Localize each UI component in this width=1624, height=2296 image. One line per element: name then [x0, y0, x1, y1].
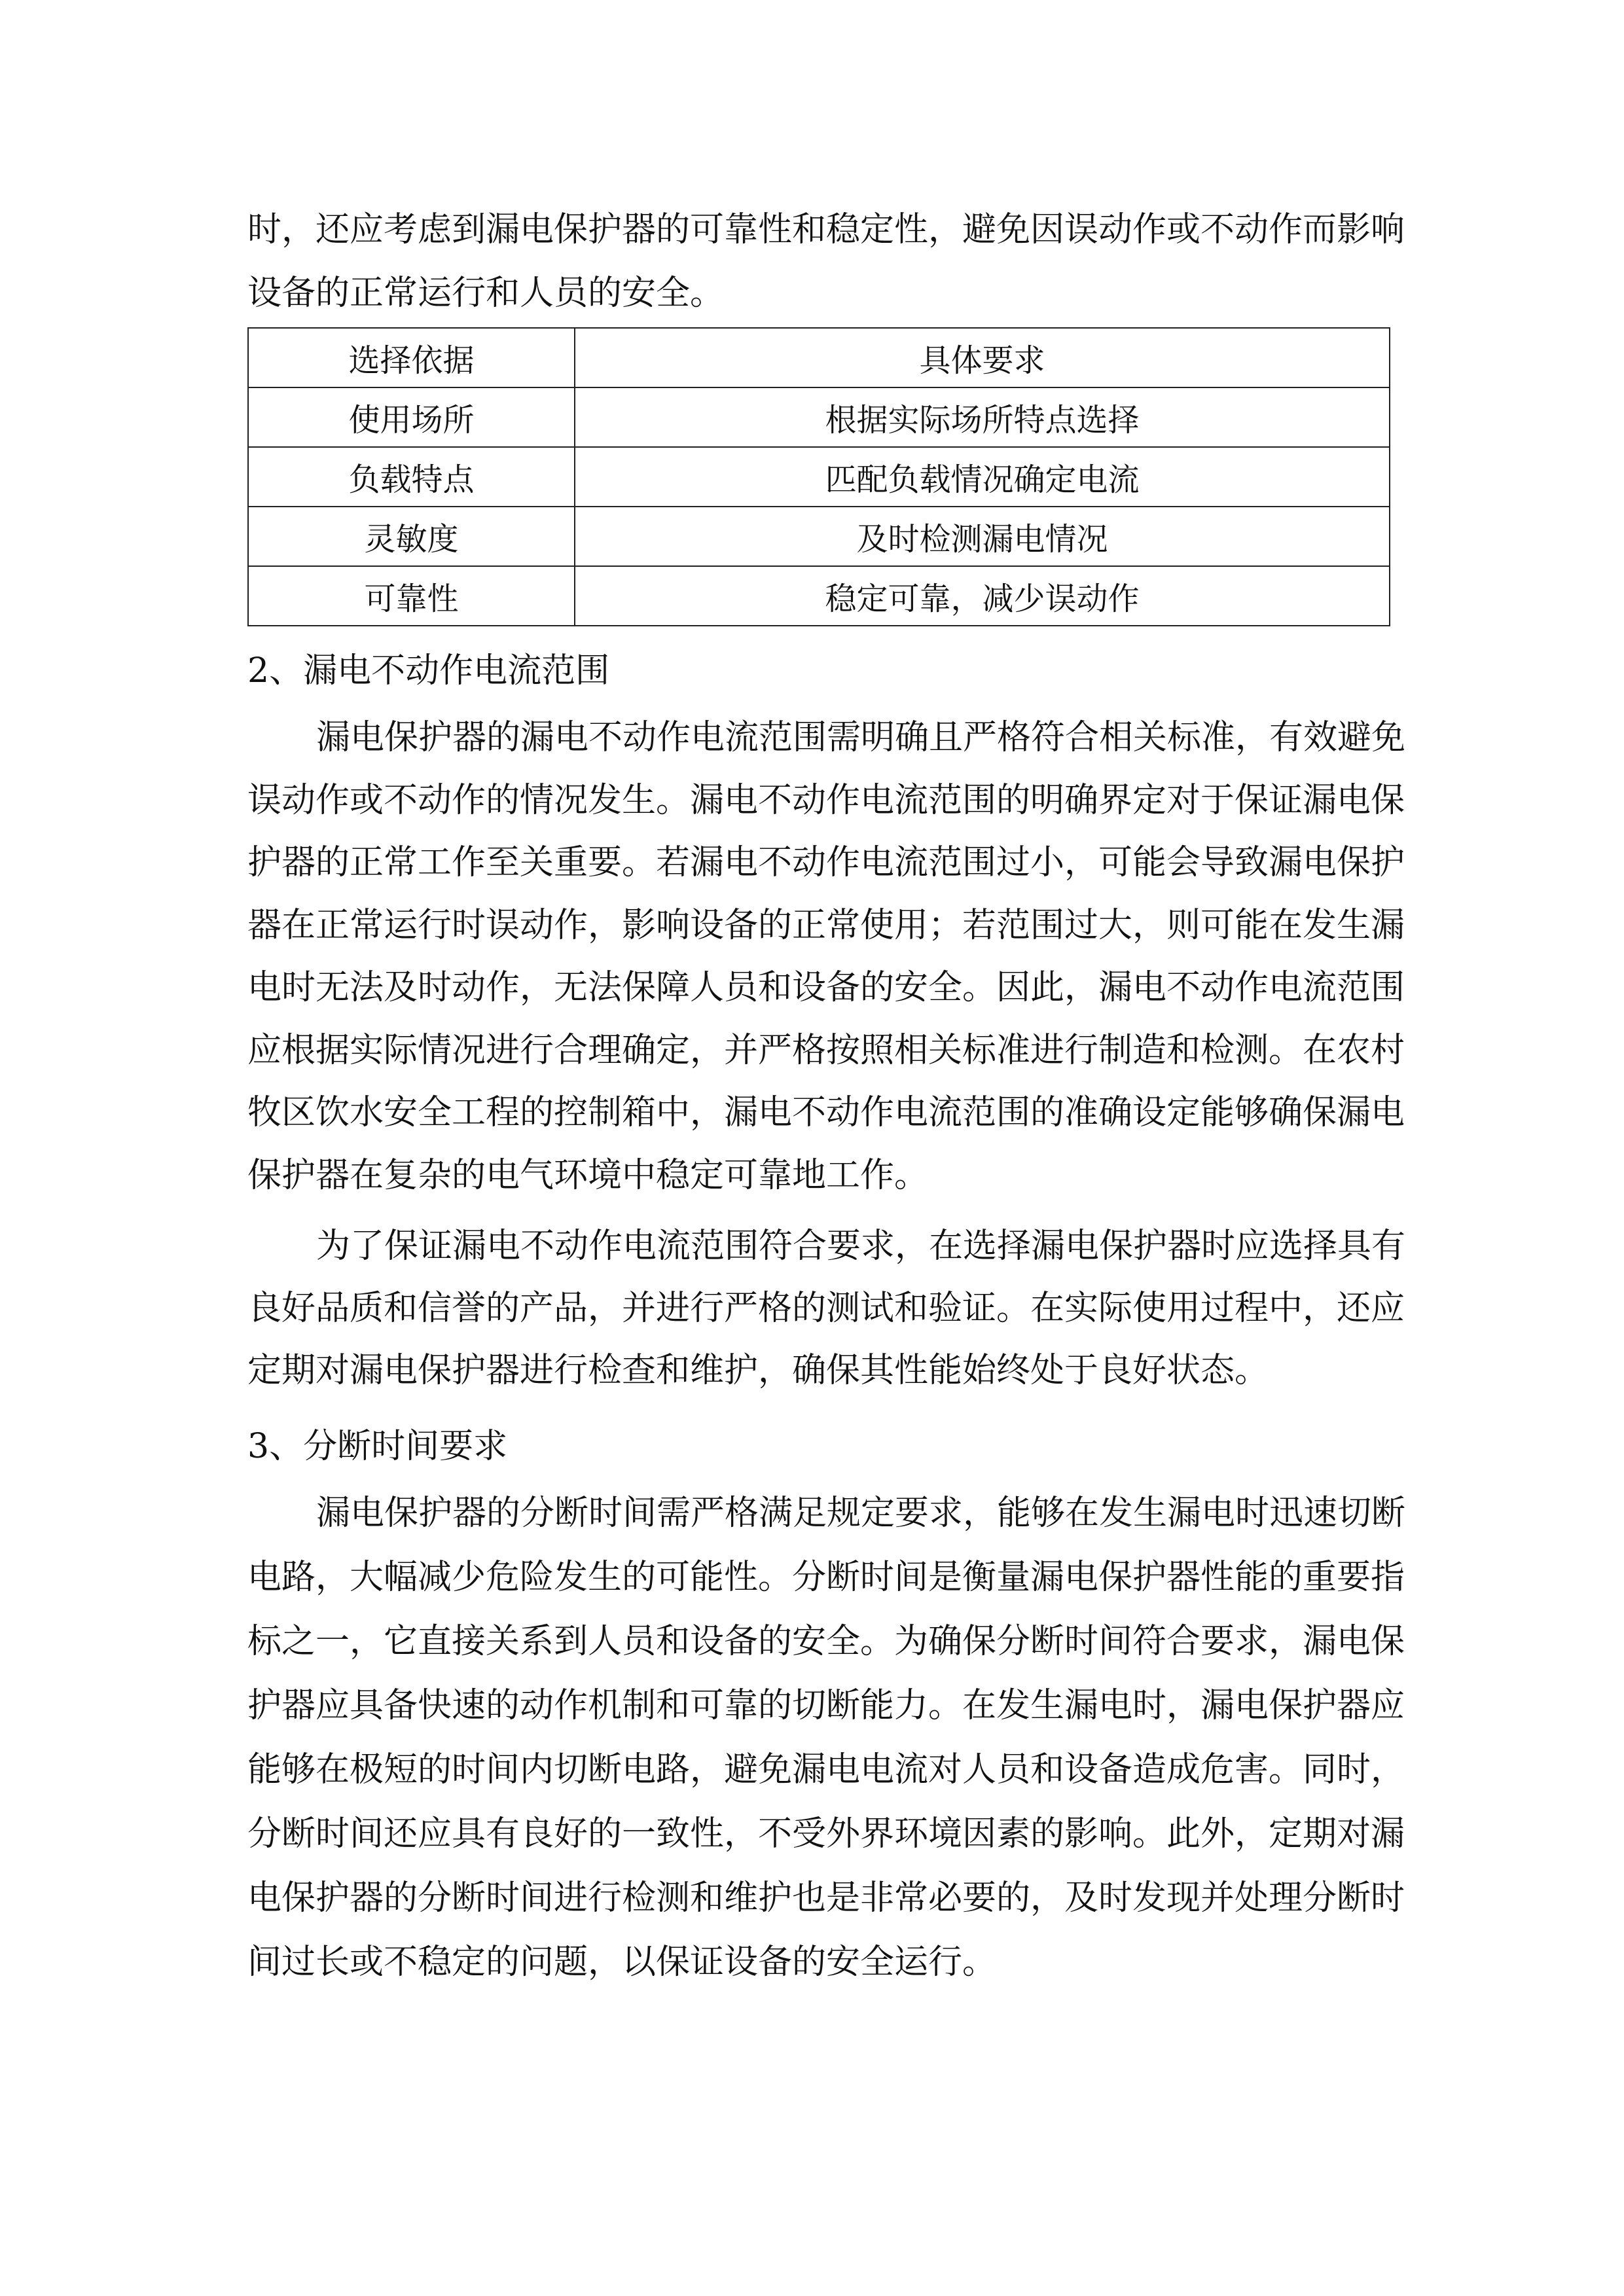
text-line: 护器的正常工作至关重要。若漏电不动作电流范围过小，可能会导致漏电保护: [247, 843, 1405, 882]
table-cell: 及时检测漏电情况: [575, 507, 1390, 566]
intro-paragraph: [247, 198, 1405, 325]
section-2-paragraph-2: [247, 1215, 1406, 1401]
text-line: 保护器在复杂的电气环境中稳定可靠地工作。: [247, 1155, 929, 1195]
section-3-heading: 3、分断时间要求: [247, 1427, 508, 1466]
section-2-paragraph-1: [247, 706, 1406, 1206]
table-cell: 灵敏度: [248, 507, 575, 566]
text-line: 漏电保护器的分断时间需严格满足规定要求，能够在发生漏电时迅速切断: [316, 1494, 1406, 1533]
section-2-heading: 2、漏电不动作电流范围: [247, 651, 610, 691]
text-line: 标之一，它直接关系到人员和设备的安全。为确保分断时间符合要求，漏电保: [247, 1622, 1405, 1661]
text-line: 应根据实际情况进行合理确定，并严格按照相关标准进行制造和检测。在农村: [247, 1030, 1405, 1070]
text-line: 设备的正常运行和人员的安全。: [247, 274, 725, 313]
text-line: 漏电保护器的漏电不动作电流范围需明确且严格符合相关标准，有效避免: [316, 718, 1406, 757]
table-cell: 可靠性: [248, 566, 575, 626]
table-cell: 使用场所: [248, 387, 575, 447]
text-line: 时，还应考虑到漏电保护器的可靠性和稳定性，避免因误动作或不动作而影响: [247, 210, 1405, 249]
text-line: 电时无法及时动作，无法保障人员和设备的安全。因此，漏电不动作电流范围: [247, 968, 1405, 1007]
table-row: [248, 447, 1390, 507]
text-line: 能够在极短的时间内切断电路，避免漏电电流对人员和设备造成危害。同时，: [247, 1750, 1405, 1789]
table-row: [248, 566, 1390, 626]
text-line: 电保护器的分断时间进行检测和维护也是非常必要的，及时发现并处理分断时: [247, 1878, 1405, 1918]
text-line: 良好品质和信誉的产品，并进行严格的测试和验证。在实际使用过程中，还应: [247, 1289, 1405, 1328]
table-cell: 负载特点: [248, 447, 575, 507]
text-line: 间过长或不稳定的问题，以保证设备的安全运行。: [247, 1943, 997, 1982]
selection-criteria-table: [247, 327, 1390, 626]
text-line: 牧区饮水安全工程的控制箱中，漏电不动作电流范围的准确设定能够确保漏电: [247, 1093, 1405, 1132]
table-header-cell: 选择依据: [248, 328, 575, 387]
text-line: 电路，大幅减少危险发生的可能性。分断时间是衡量漏电保护器性能的重要指: [247, 1558, 1405, 1597]
table-header-row: [248, 328, 1390, 387]
table-row: [248, 507, 1390, 566]
text-line: 器在正常运行时误动作，影响设备的正常使用；若范围过大，则可能在发生漏: [247, 905, 1405, 945]
table-cell: 根据实际场所特点选择: [575, 387, 1390, 447]
text-line: 误动作或不动作的情况发生。漏电不动作电流范围的明确界定对于保证漏电保: [247, 780, 1405, 820]
text-line: 分断时间还应具有良好的一致性，不受外界环境因素的影响。此外，定期对漏: [247, 1814, 1405, 1854]
table-cell: 匹配负载情况确定电流: [575, 447, 1390, 507]
text-line: 护器应具备快速的动作机制和可靠的切断能力。在发生漏电时，漏电保护器应: [247, 1686, 1405, 1725]
table-cell: 稳定可靠，减少误动作: [575, 566, 1390, 626]
table-row: [248, 387, 1390, 447]
section-3-paragraph-1: [247, 1482, 1406, 1995]
text-line: 为了保证漏电不动作电流范围符合要求，在选择漏电保护器时应选择具有: [316, 1227, 1406, 1266]
table-header-cell: 具体要求: [575, 328, 1390, 387]
text-line: 定期对漏电保护器进行检查和维护，确保其性能始终处于良好状态。: [247, 1351, 1269, 1390]
